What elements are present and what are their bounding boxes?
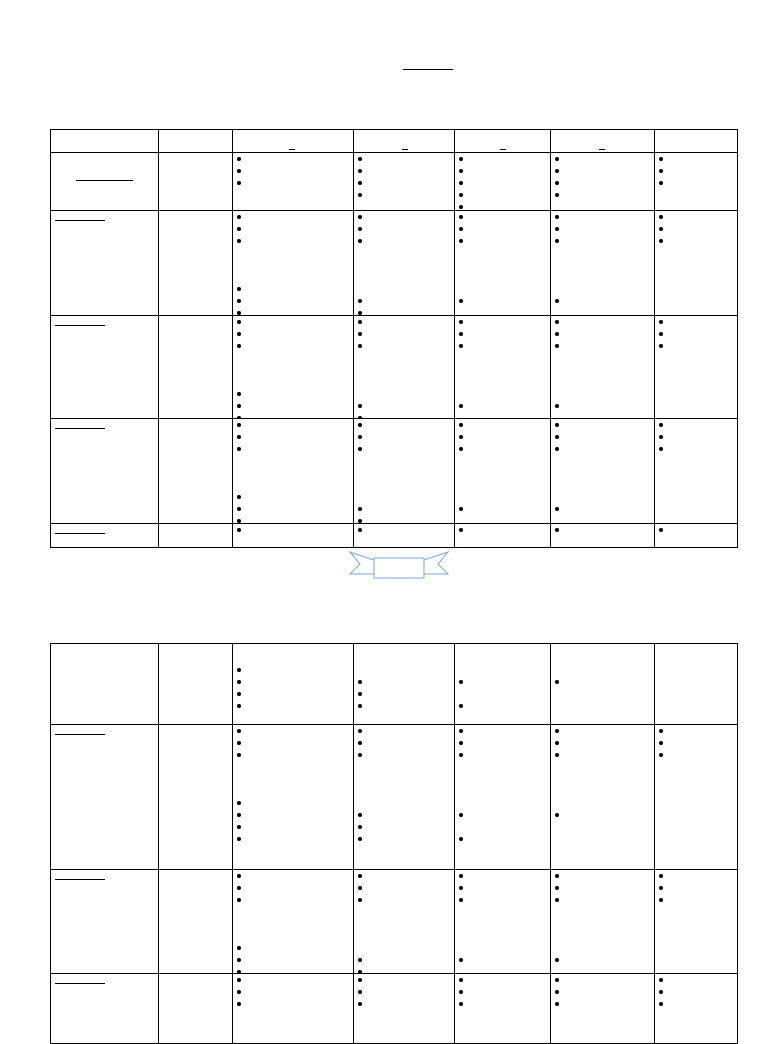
bullet-icon bbox=[358, 813, 362, 817]
bullet-icon bbox=[237, 946, 241, 950]
bullet-icon bbox=[459, 205, 463, 209]
bullet-icon bbox=[237, 227, 241, 231]
header-dash bbox=[500, 149, 506, 150]
bullet-icon bbox=[555, 435, 559, 439]
bullet-icon bbox=[237, 344, 241, 348]
bullet-icon bbox=[555, 958, 559, 962]
bullet-icon bbox=[555, 528, 559, 532]
bullet-icon bbox=[459, 837, 463, 841]
row-label-cell bbox=[51, 870, 159, 974]
bullet-icon bbox=[555, 507, 559, 511]
table-bottom bbox=[50, 643, 738, 1044]
table-cell bbox=[455, 725, 551, 870]
table-row bbox=[51, 419, 738, 524]
bullet-icon bbox=[358, 990, 362, 994]
bullet-icon bbox=[237, 519, 241, 523]
bullet-icon bbox=[459, 1002, 463, 1006]
bullet-icon bbox=[358, 507, 362, 511]
row-label-cell bbox=[51, 316, 159, 419]
bullet-icon bbox=[555, 1002, 559, 1006]
bullet-icon bbox=[459, 215, 463, 219]
table-cell bbox=[354, 316, 455, 419]
bullet-icon bbox=[459, 181, 463, 185]
bullet-icon bbox=[237, 978, 241, 982]
bullet-icon bbox=[459, 680, 463, 684]
bullet-icon bbox=[459, 332, 463, 336]
bullet-icon bbox=[659, 332, 663, 336]
table-cell bbox=[455, 524, 551, 548]
bullet-icon bbox=[555, 813, 559, 817]
bullet-icon bbox=[459, 704, 463, 708]
bullet-icon bbox=[459, 813, 463, 817]
bullet-icon bbox=[358, 1002, 362, 1006]
table-cell bbox=[233, 644, 354, 725]
table-cell bbox=[354, 870, 455, 974]
table-row bbox=[51, 153, 738, 211]
bullet-icon bbox=[555, 215, 559, 219]
table-cell bbox=[159, 316, 233, 419]
bullet-icon bbox=[555, 320, 559, 324]
row-label-cell bbox=[51, 974, 159, 1044]
table-cell bbox=[455, 870, 551, 974]
table-cell bbox=[551, 974, 655, 1044]
bullet-icon bbox=[237, 874, 241, 878]
bullet-icon bbox=[555, 404, 559, 408]
bullet-icon bbox=[555, 299, 559, 303]
bullet-icon bbox=[237, 898, 241, 902]
table-cell bbox=[354, 419, 455, 524]
bullet-icon bbox=[358, 528, 362, 532]
table-cell bbox=[455, 419, 551, 524]
bullet-icon bbox=[358, 704, 362, 708]
table-cell bbox=[551, 211, 655, 316]
table-cell bbox=[159, 211, 233, 316]
bullet-icon bbox=[555, 978, 559, 982]
table-cell bbox=[159, 974, 233, 1044]
table-cell bbox=[354, 524, 455, 548]
bullet-icon bbox=[237, 837, 241, 841]
bullet-icon bbox=[237, 423, 241, 427]
bullet-icon bbox=[459, 978, 463, 982]
bullet-icon bbox=[237, 299, 241, 303]
header-dash bbox=[599, 149, 605, 150]
table-row bbox=[51, 870, 738, 974]
bullet-icon bbox=[237, 801, 241, 805]
table-cell bbox=[551, 644, 655, 725]
bullet-icon bbox=[358, 435, 362, 439]
table-cell bbox=[354, 725, 455, 870]
bullet-icon bbox=[459, 193, 463, 197]
table-cell bbox=[455, 211, 551, 316]
bullet-icon bbox=[237, 886, 241, 890]
table-row bbox=[51, 211, 738, 316]
bullet-icon bbox=[237, 392, 241, 396]
bullet-icon bbox=[237, 495, 241, 499]
table-cell bbox=[655, 153, 738, 211]
bullet-icon bbox=[555, 741, 559, 745]
table-cell bbox=[159, 725, 233, 870]
bullet-icon bbox=[659, 886, 663, 890]
bullet-icon bbox=[237, 320, 241, 324]
bullet-icon bbox=[659, 320, 663, 324]
table-cell bbox=[551, 316, 655, 419]
bullet-icon bbox=[358, 680, 362, 684]
bullet-icon bbox=[237, 287, 241, 291]
table-cell bbox=[655, 870, 738, 974]
table-header-row bbox=[51, 130, 738, 153]
table-cell bbox=[233, 419, 354, 524]
row-label-underline bbox=[55, 428, 105, 429]
bullet-icon bbox=[237, 157, 241, 161]
bullet-icon bbox=[358, 169, 362, 173]
bullet-icon bbox=[555, 169, 559, 173]
bullet-icon bbox=[237, 990, 241, 994]
bullet-icon bbox=[555, 193, 559, 197]
table-cell bbox=[159, 644, 233, 725]
bullet-icon bbox=[358, 299, 362, 303]
table-cell bbox=[233, 870, 354, 974]
row-label-underline bbox=[55, 879, 105, 880]
bullet-icon bbox=[555, 157, 559, 161]
table-cell bbox=[159, 419, 233, 524]
table-cell bbox=[551, 153, 655, 211]
bullet-icon bbox=[237, 181, 241, 185]
bullet-icon bbox=[555, 898, 559, 902]
header-cell bbox=[455, 130, 551, 153]
bullet-icon bbox=[659, 423, 663, 427]
bullet-icon bbox=[358, 447, 362, 451]
bullet-icon bbox=[358, 332, 362, 336]
bullet-icon bbox=[459, 729, 463, 733]
table-top-body bbox=[51, 130, 738, 548]
bullet-icon bbox=[555, 753, 559, 757]
bullet-icon bbox=[555, 332, 559, 336]
table-cell bbox=[655, 725, 738, 870]
bullet-icon bbox=[358, 519, 362, 523]
bullet-icon bbox=[659, 435, 663, 439]
bullet-icon bbox=[237, 680, 241, 684]
bullet-icon bbox=[459, 423, 463, 427]
header-cell bbox=[51, 130, 159, 153]
table-row bbox=[51, 725, 738, 870]
bullet-icon bbox=[659, 344, 663, 348]
bullet-icon bbox=[358, 193, 362, 197]
row-label-cell bbox=[51, 419, 159, 524]
bullet-icon bbox=[659, 741, 663, 745]
table-cell bbox=[233, 316, 354, 419]
header-cell bbox=[159, 130, 233, 153]
table-row bbox=[51, 524, 738, 548]
table-cell bbox=[655, 974, 738, 1044]
bullet-icon bbox=[237, 813, 241, 817]
bullet-icon bbox=[459, 958, 463, 962]
table-row bbox=[51, 644, 738, 725]
bullet-icon bbox=[459, 435, 463, 439]
row-label-underline bbox=[55, 325, 105, 326]
bullet-icon bbox=[358, 215, 362, 219]
bullet-icon bbox=[459, 507, 463, 511]
title-underline bbox=[403, 69, 453, 70]
row-label-cell bbox=[51, 524, 159, 548]
bullet-icon bbox=[358, 404, 362, 408]
row-label-underline bbox=[55, 220, 105, 221]
bullet-icon bbox=[237, 435, 241, 439]
bullet-icon bbox=[459, 753, 463, 757]
bullet-icon bbox=[358, 692, 362, 696]
bullet-icon bbox=[659, 215, 663, 219]
bullet-icon bbox=[659, 239, 663, 243]
bullet-icon bbox=[555, 227, 559, 231]
table-cell bbox=[354, 974, 455, 1044]
table-cell bbox=[159, 870, 233, 974]
table-cell bbox=[354, 153, 455, 211]
table-cell bbox=[455, 644, 551, 725]
bullet-icon bbox=[237, 404, 241, 408]
table-cell bbox=[551, 870, 655, 974]
bullet-icon bbox=[659, 898, 663, 902]
row-label-underline bbox=[76, 180, 133, 181]
table-cell bbox=[159, 524, 233, 548]
bullet-icon bbox=[459, 169, 463, 173]
bullet-icon bbox=[659, 447, 663, 451]
bullet-icon bbox=[358, 227, 362, 231]
bullet-icon bbox=[459, 320, 463, 324]
bullet-icon bbox=[459, 990, 463, 994]
bullet-icon bbox=[459, 447, 463, 451]
bullet-icon bbox=[237, 169, 241, 173]
bullet-icon bbox=[358, 157, 362, 161]
bullet-icon bbox=[358, 311, 362, 315]
bullet-icon bbox=[237, 704, 241, 708]
header-cell bbox=[354, 130, 455, 153]
bullet-icon bbox=[555, 447, 559, 451]
bullet-icon bbox=[555, 990, 559, 994]
bullet-icon bbox=[555, 680, 559, 684]
table-cell bbox=[455, 974, 551, 1044]
bullet-icon bbox=[358, 958, 362, 962]
table-cell bbox=[233, 974, 354, 1044]
table-top bbox=[50, 129, 738, 548]
ribbon-icon bbox=[348, 550, 450, 580]
row-label-cell bbox=[51, 725, 159, 870]
bullet-icon bbox=[555, 729, 559, 733]
table-cell bbox=[655, 211, 738, 316]
bullet-icon bbox=[237, 958, 241, 962]
table-cell bbox=[354, 211, 455, 316]
bullet-icon bbox=[237, 215, 241, 219]
bullet-icon bbox=[237, 753, 241, 757]
bullet-icon bbox=[459, 898, 463, 902]
bullet-icon bbox=[237, 528, 241, 532]
bullet-icon bbox=[555, 886, 559, 890]
bullet-icon bbox=[659, 227, 663, 231]
bullet-icon bbox=[358, 320, 362, 324]
row-label-cell bbox=[51, 153, 159, 211]
table-cell bbox=[233, 725, 354, 870]
bullet-icon bbox=[237, 729, 241, 733]
row-label-cell bbox=[51, 644, 159, 725]
bullet-icon bbox=[237, 668, 241, 672]
bullet-icon bbox=[659, 874, 663, 878]
bullet-icon bbox=[459, 239, 463, 243]
bullet-icon bbox=[237, 1002, 241, 1006]
bullet-icon bbox=[237, 332, 241, 336]
bullet-icon bbox=[358, 423, 362, 427]
bullet-icon bbox=[459, 157, 463, 161]
bullet-icon bbox=[459, 344, 463, 348]
bullet-icon bbox=[459, 741, 463, 745]
row-label-underline bbox=[55, 734, 105, 735]
table-cell bbox=[455, 316, 551, 419]
bullet-icon bbox=[237, 741, 241, 745]
bullet-icon bbox=[358, 753, 362, 757]
table-cell bbox=[233, 211, 354, 316]
bullet-icon bbox=[659, 169, 663, 173]
bullet-icon bbox=[659, 753, 663, 757]
bullet-icon bbox=[555, 239, 559, 243]
table-cell bbox=[551, 725, 655, 870]
row-label-underline bbox=[55, 533, 105, 534]
bullet-icon bbox=[659, 990, 663, 994]
bullet-icon bbox=[237, 239, 241, 243]
bullet-icon bbox=[459, 874, 463, 878]
bullet-icon bbox=[659, 528, 663, 532]
table-cell bbox=[551, 419, 655, 524]
header-cell bbox=[233, 130, 354, 153]
row-label-cell bbox=[51, 211, 159, 316]
table-cell bbox=[233, 153, 354, 211]
header-dash bbox=[289, 149, 295, 150]
bullet-icon bbox=[659, 978, 663, 982]
bullet-icon bbox=[358, 181, 362, 185]
table-row bbox=[51, 316, 738, 419]
bullet-icon bbox=[555, 181, 559, 185]
bullet-icon bbox=[358, 344, 362, 348]
bullet-icon bbox=[358, 741, 362, 745]
bullet-icon bbox=[358, 239, 362, 243]
table-cell bbox=[551, 524, 655, 548]
table-bottom-body bbox=[51, 644, 738, 1044]
header-cell bbox=[551, 130, 655, 153]
bullet-icon bbox=[555, 874, 559, 878]
header-cell bbox=[655, 130, 738, 153]
bullet-icon bbox=[555, 344, 559, 348]
bullet-icon bbox=[358, 837, 362, 841]
bullet-icon bbox=[358, 825, 362, 829]
bullet-icon bbox=[459, 886, 463, 890]
table-cell bbox=[455, 153, 551, 211]
bullet-icon bbox=[555, 423, 559, 427]
bullet-icon bbox=[659, 1002, 663, 1006]
bullet-icon bbox=[459, 404, 463, 408]
bullet-icon bbox=[659, 729, 663, 733]
table-cell bbox=[655, 644, 738, 725]
header-dash bbox=[402, 149, 408, 150]
bullet-icon bbox=[659, 181, 663, 185]
table-cell bbox=[233, 524, 354, 548]
table-cell bbox=[159, 153, 233, 211]
bullet-icon bbox=[358, 874, 362, 878]
table-cell bbox=[354, 644, 455, 725]
table-cell bbox=[655, 316, 738, 419]
table-cell bbox=[655, 419, 738, 524]
bullet-icon bbox=[237, 825, 241, 829]
row-label-underline bbox=[55, 983, 105, 984]
bullet-icon bbox=[459, 227, 463, 231]
bullet-icon bbox=[358, 886, 362, 890]
bullet-icon bbox=[237, 692, 241, 696]
bullet-icon bbox=[459, 528, 463, 532]
bullet-icon bbox=[237, 311, 241, 315]
bullet-icon bbox=[659, 157, 663, 161]
bullet-icon bbox=[358, 729, 362, 733]
bullet-icon bbox=[358, 978, 362, 982]
table-row bbox=[51, 974, 738, 1044]
bullet-icon bbox=[459, 299, 463, 303]
table-cell bbox=[655, 524, 738, 548]
bullet-icon bbox=[358, 898, 362, 902]
bullet-icon bbox=[237, 507, 241, 511]
bullet-icon bbox=[237, 447, 241, 451]
